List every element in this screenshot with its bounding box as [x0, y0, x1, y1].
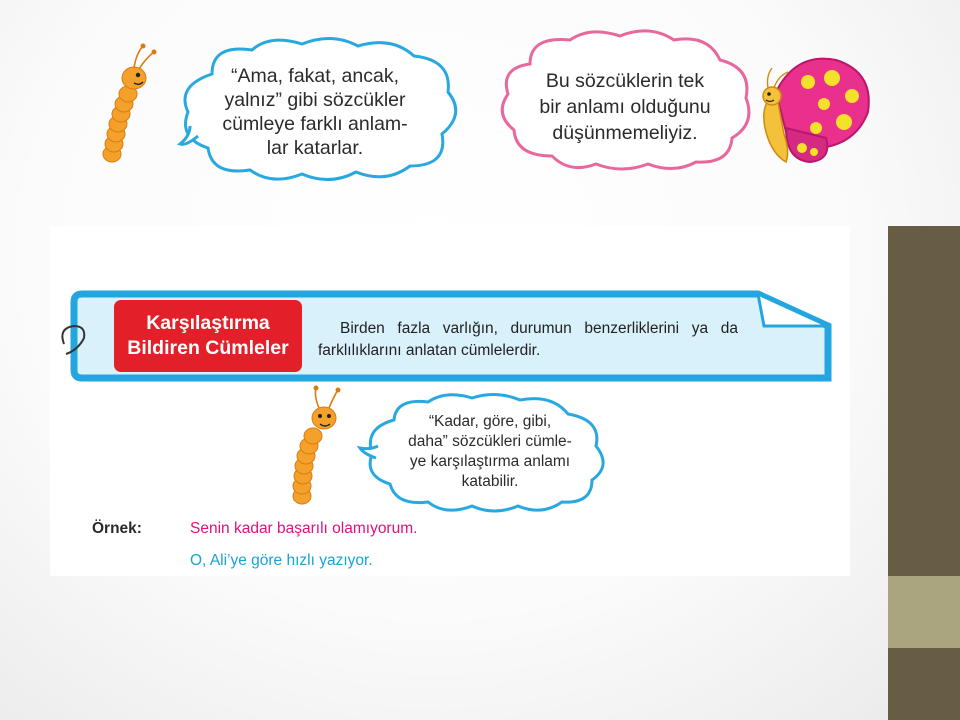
- definition-text: Birden fazla varlığın, durumun benzerliklerini ya da farklılıklarını anlatan cümlelerdir.: [318, 320, 738, 359]
- decorative-bar-bottom: [888, 648, 960, 720]
- caterpillar-icon: [286, 384, 352, 512]
- speech-line: cümleye farklı anlam-: [222, 113, 408, 135]
- speech-line: “Kadar, göre, gibi,: [428, 413, 552, 430]
- caterpillar-icon: [96, 36, 166, 171]
- speech-line: yalnız” gibi sözcükler: [224, 89, 406, 111]
- butterfly-icon: [756, 52, 876, 172]
- speech-line: daha” sözcükleri cümle-: [408, 433, 572, 450]
- speech-line: “Ama, fakat, ancak,: [231, 65, 399, 87]
- speech-line: düşünmemeliyiz.: [552, 122, 698, 144]
- speech-line: ye karşılaştırma anlamı: [409, 453, 571, 470]
- definition-title: [114, 300, 302, 372]
- speech-line: lar katarlar.: [266, 137, 364, 159]
- definition-title-line: Karşılaştırma: [146, 312, 270, 334]
- example-sentence: Senin kadar başarılı olamıyorum.: [190, 520, 418, 537]
- decorative-bar-top: [888, 226, 960, 576]
- example-label: Örnek:: [92, 520, 142, 537]
- speech-line: Bu sözcüklerin tek: [545, 70, 705, 92]
- butterfly-speech-text: [515, 68, 735, 146]
- caterpillar-speech-text: [190, 64, 440, 160]
- caterpillar-speech-text: [380, 412, 600, 492]
- speech-line: bir anlamı olduğunu: [539, 96, 711, 118]
- definition-title-line: Bildiren Cümleler: [127, 337, 289, 359]
- decorative-bar-middle: [888, 576, 960, 648]
- speech-line: katabilir.: [461, 473, 519, 490]
- example-sentence: O, Ali’ye göre hızlı yazıyor.: [190, 552, 373, 569]
